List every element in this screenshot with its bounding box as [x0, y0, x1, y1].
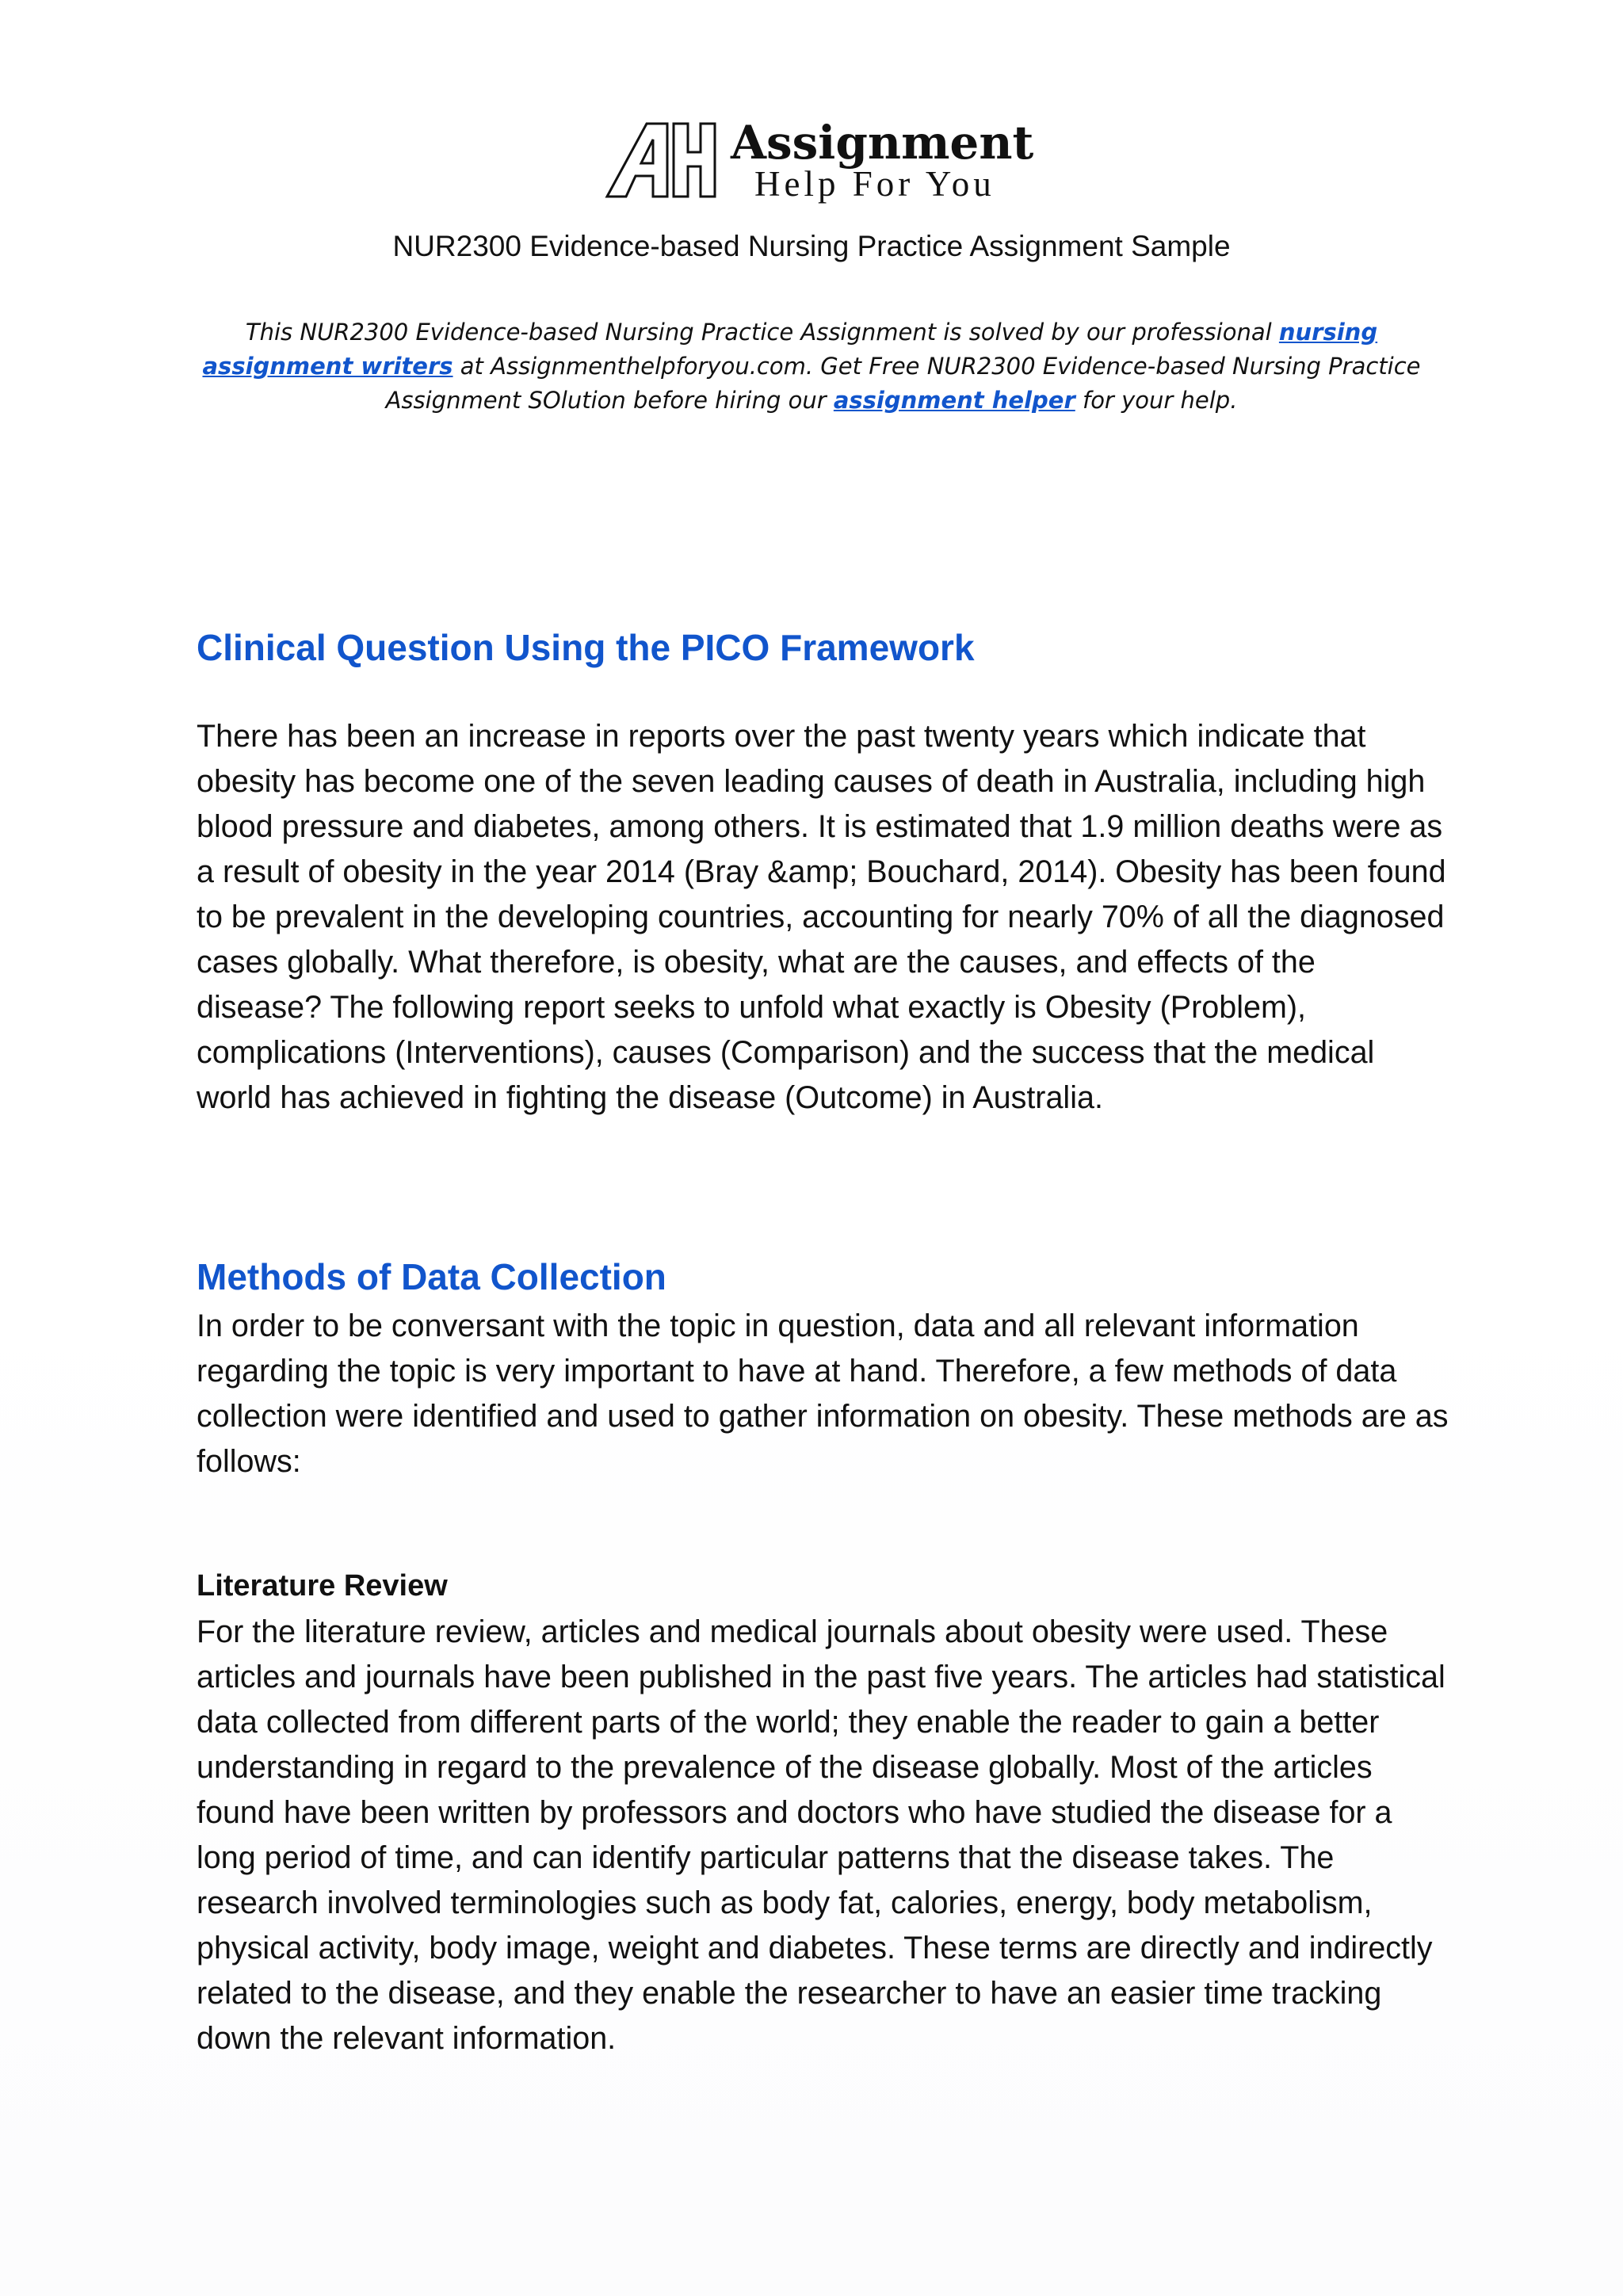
intro-text-2: at Assignmenthelpforyou.com. Get Free NUR2300 Evidence-based Nursing Practice Assignment SOlution before hiring our: [385, 353, 1421, 414]
methods-heading: Methods of Data Collection: [197, 1256, 666, 1297]
literature-review-heading: Literature Review: [197, 1569, 448, 1603]
pico-heading: Clinical Question Using the PICO Framework: [197, 627, 975, 668]
document-title: NUR2300 Evidence-based Nursing Practice Assignment Sample: [392, 230, 1231, 262]
site-logo[interactable]: [604, 116, 1034, 204]
intro-text-1: This NUR2300 Evidence-based Nursing Practice Assignment is solved by our professional: [245, 319, 1279, 346]
intro-paragraph: [174, 315, 1449, 418]
pico-paragraph: There has been an increase in reports over the past twenty years which indicate that obesity has become one of the seven leading causes of death in Australia, including high blood pressure and diabetes, among others. It is estimated that 1.9 million deaths were as a result of obesity in the year 2014 (Bray &amp; Bouchard, 2014). Obesity has been found to be prevalent in the developing countries, accounting for nearly 70% of all the diagnosed cases globally. What therefore, is obesity, what are the causes, and effects of the disease? The following report seeks to unfold what exactly is Obesity (Problem), complications (Interventions), causes (Comparison) and the success that the medical world has achieved in fighting the disease (Outcome) in Australia.: [197, 719, 1446, 1115]
assignment-helper-link[interactable]: assignment helper: [833, 387, 1075, 414]
logo-text-help-for-you: Help For You: [754, 164, 995, 204]
ah-logo-icon: [604, 120, 723, 200]
methods-paragraph: In order to be conversant with the topic in question, data and all relevant information regarding the topic is very important to have at hand. Therefore, a few methods of data collection were identified and used to gather information on obesity. These methods are as follows:: [197, 1308, 1449, 1479]
nursing-assignment-writers-link[interactable]: nursing assignment writers: [202, 319, 1378, 380]
intro-text-3: for your help.: [1075, 387, 1238, 414]
literature-review-paragraph: For the literature review, articles and medical journals about obesity were used. These articles and journals have been published in the past five years. The articles had statistical data collected from different parts of the world; they enable the reader to gain a better understanding in regard to the prevalence of the disease globally. Most of the articles found have been written by professors and doctors who have studied the disease for a long period of time, and can identify particular patterns that the disease takes. The research involved terminologies such as body fat, calories, energy, body metabolism, physical activity, body image, weight and diabetes. These terms are directly and indirectly related to the disease, and they enable the researcher to have an easier time tracking down the relevant information.: [197, 1614, 1445, 2056]
logo-text-assignment: Assignment: [731, 116, 1034, 170]
